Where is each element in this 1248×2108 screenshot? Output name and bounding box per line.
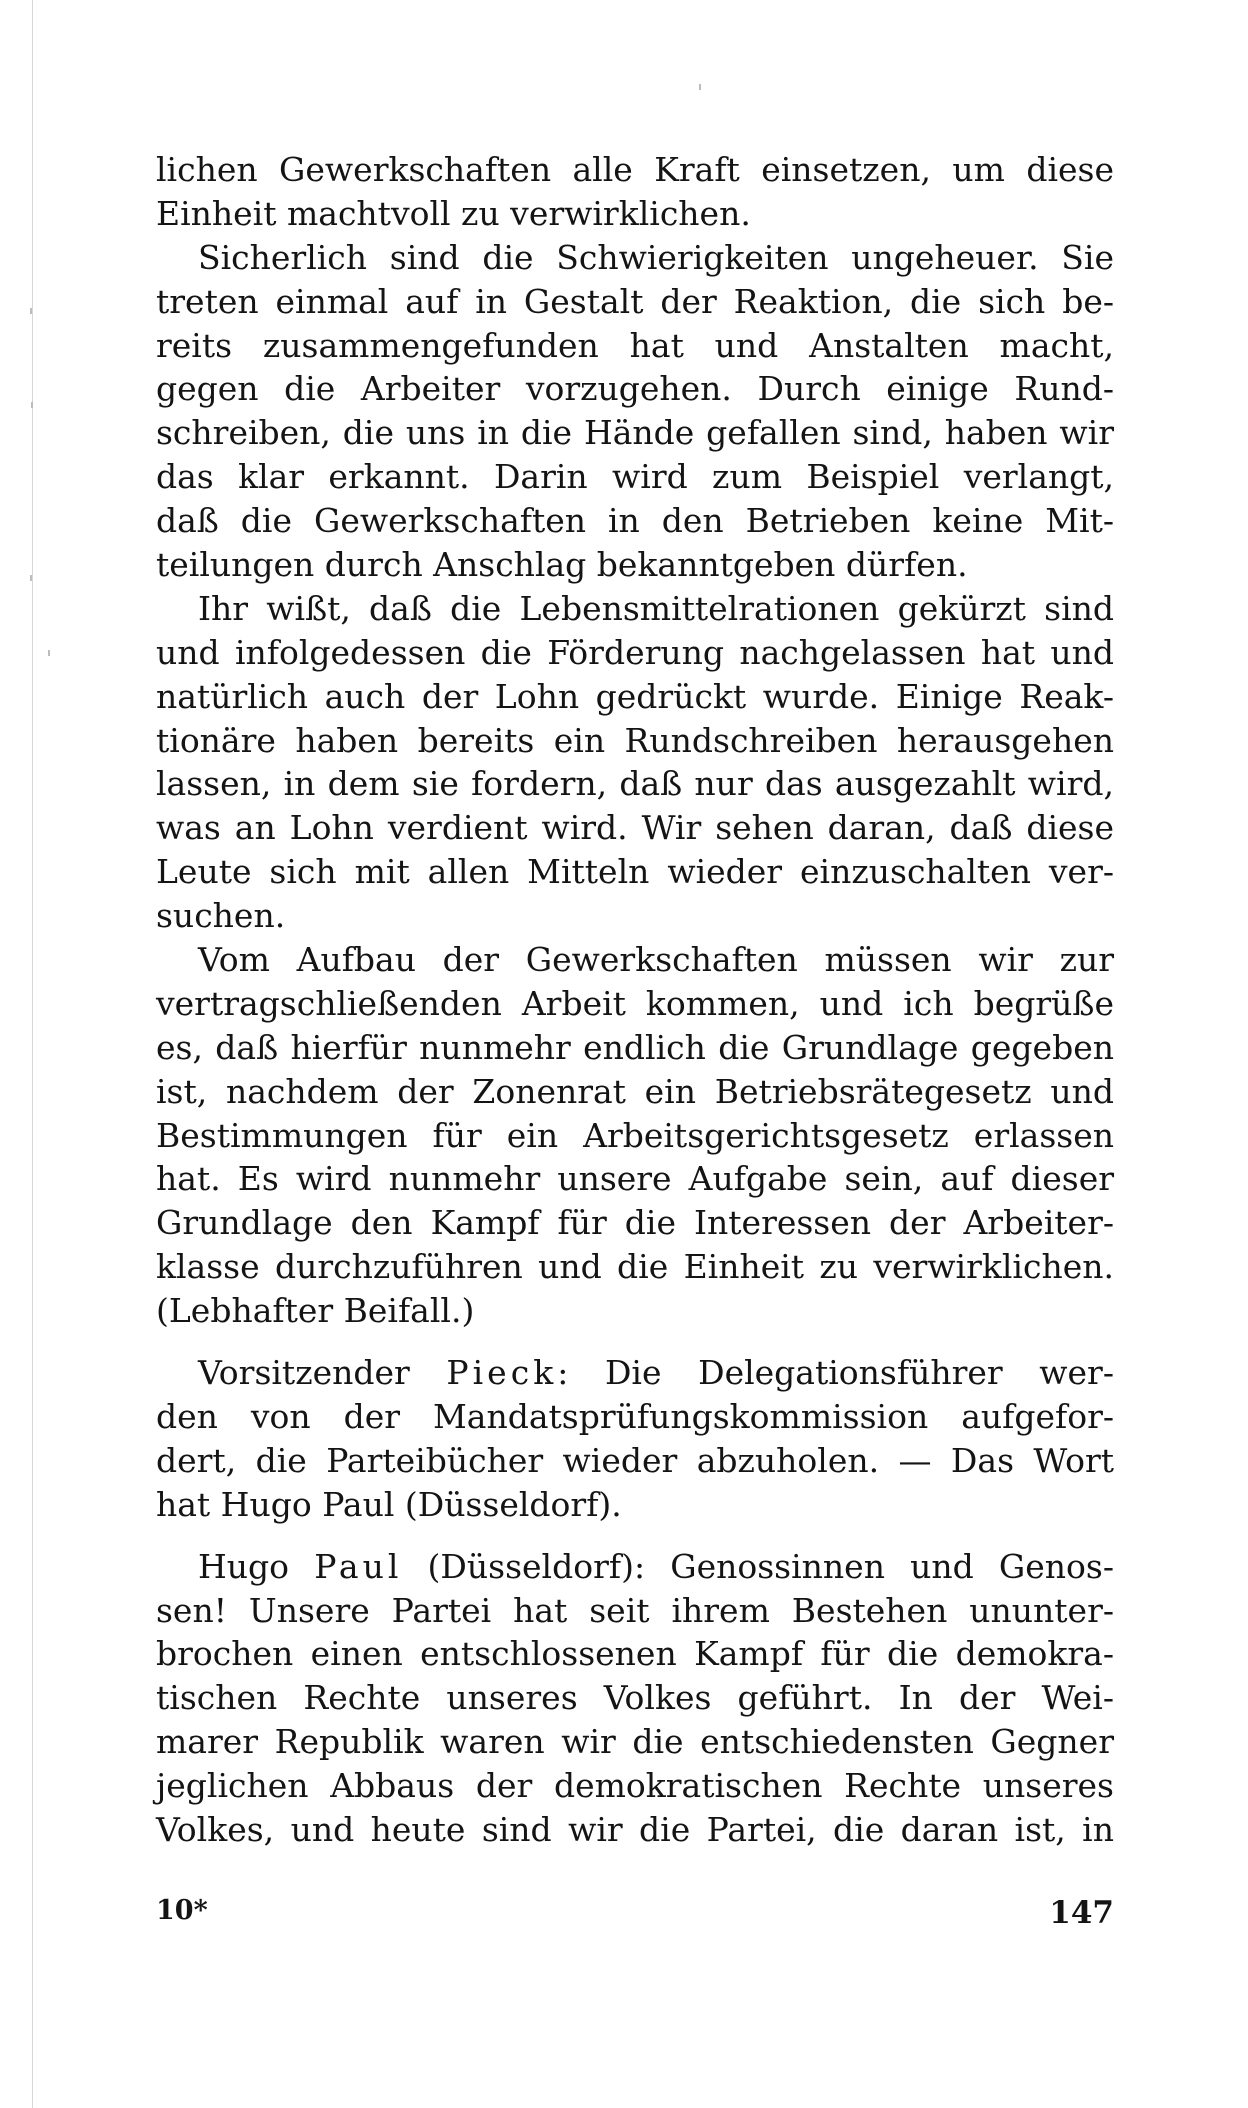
page-edge-line — [32, 0, 33, 2108]
text-line: das klar erkannt. Darin wird zum Beispiel verlangt, — [156, 457, 1114, 497]
text-line: tionäre haben bereits ein Rundschreiben herausgehen — [156, 720, 1114, 760]
text-line: Hugo Paul (Düsseldorf): Genossinnen und Genos- — [198, 1546, 1114, 1586]
text-line: Grundlage den Kampf für die Interessen der Arbeiter- — [156, 1203, 1114, 1243]
text-line: lichen Gewerkschaften alle Kraft einsetzen, um diese — [156, 150, 1114, 189]
text-line: hat Hugo Paul (Düsseldorf). — [156, 1484, 622, 1524]
text-line: sen! Unsere Partei hat seit ihrem Bestehen ununter- — [156, 1590, 1114, 1630]
speaker-name: Paul — [314, 1546, 403, 1586]
paragraph-5 — [156, 1351, 1114, 1527]
paragraph-6 — [156, 1545, 1114, 1852]
text-line: Ihr wißt, daß die Lebensmittelrationen gekürzt sind — [198, 588, 1114, 628]
scan-speck — [48, 650, 50, 656]
paragraph-3 — [156, 587, 1114, 938]
text-line: Bestimmungen für ein Arbeitsgerichtsgesetz erlassen — [156, 1115, 1114, 1155]
text-line: jeglichen Abbaus der demokratischen Rechte unseres — [156, 1766, 1114, 1806]
scan-speck — [699, 84, 701, 90]
text-line: Sicherlich sind die Schwierigkeiten ungeheuer. Sie — [198, 237, 1114, 277]
section-gap — [156, 1527, 1114, 1545]
text-line: es, daß hierfür nunmehr endlich die Grundlage gegeben — [156, 1027, 1114, 1067]
text-line: brochen einen entschlossenen Kampf für die demokra- — [156, 1634, 1114, 1674]
text-line: suchen. — [156, 896, 286, 936]
scan-speck — [30, 308, 32, 314]
text-line: und infolgedessen die Förderung nachgelassen hat und — [156, 632, 1114, 672]
text-line: treten einmal auf in Gestalt der Reaktion, die sich be- — [156, 281, 1114, 321]
text-line: tischen Rechte unseres Volkes geführt. In der Wei- — [156, 1678, 1114, 1718]
scan-speck — [31, 402, 33, 408]
text-line: (Lebhafter Beifall.) — [156, 1291, 475, 1331]
speaker-name: Pieck — [446, 1353, 558, 1393]
text-line: Einheit machtvoll zu verwirklichen. — [156, 193, 751, 233]
text-line: den von der Mandatsprüfungskommission aufgefor- — [156, 1396, 1114, 1436]
text-line: was an Lohn verdient wird. Wir sehen daran, daß diese — [156, 808, 1114, 848]
page-number: 147 — [1049, 1895, 1114, 1931]
section-gap — [156, 1333, 1114, 1351]
body-text — [156, 148, 1114, 1852]
text-line: reits zusammengefunden hat und Anstalten macht, — [156, 325, 1114, 365]
page-footer — [156, 1895, 1114, 1935]
text-line: Vorsitzender Pieck: Die Delegationsführer wer- — [198, 1353, 1114, 1393]
text-line: dert, die Parteibücher wieder abzuholen. — Das Wort — [156, 1440, 1114, 1480]
text-line: teilungen durch Anschlag bekanntgeben dürfen. — [156, 545, 968, 585]
text-line: ist, nachdem der Zonenrat ein Betriebsrätegesetz und — [156, 1071, 1114, 1111]
text-line: vertragschließenden Arbeit kommen, und ich begrüße — [156, 983, 1114, 1023]
text-line: natürlich auch der Lohn gedrückt wurde. Einige Reak- — [156, 676, 1114, 716]
text-line: lassen, in dem sie fordern, daß nur das ausgezahlt wird, — [156, 764, 1114, 804]
paragraph-2 — [156, 236, 1114, 587]
text-line: gegen die Arbeiter vorzugehen. Durch einige Rund- — [156, 369, 1114, 409]
scan-speck — [30, 575, 32, 581]
paragraph-4 — [156, 938, 1114, 1333]
text-line: hat. Es wird nunmehr unsere Aufgabe sein, auf dieser — [156, 1159, 1114, 1199]
text-line: Vom Aufbau der Gewerkschaften müssen wir zur — [198, 940, 1114, 980]
paragraph-1 — [156, 148, 1114, 236]
text-line: daß die Gewerkschaften in den Betrieben keine Mit- — [156, 501, 1114, 541]
text-line: Volkes, und heute sind wir die Partei, die daran ist, in — [156, 1809, 1114, 1849]
text-line: Leute sich mit allen Mitteln wieder einzuschalten ver- — [156, 852, 1114, 892]
text-line: marer Republik waren wir die entschiedensten Gegner — [156, 1722, 1114, 1762]
text-line: schreiben, die uns in die Hände gefallen sind, haben wir — [156, 413, 1114, 453]
text-line: klasse durchzuführen und die Einheit zu verwirklichen. — [156, 1247, 1114, 1287]
signature-mark: 10* — [156, 1895, 208, 1926]
